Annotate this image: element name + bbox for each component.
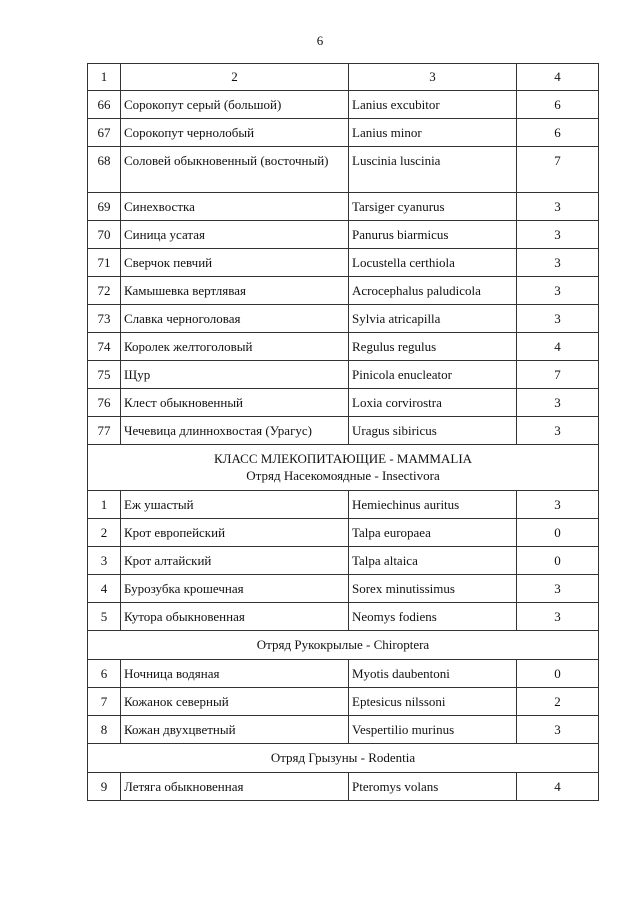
species-name-ru: Чечевица длиннохвостая (Урагус) (121, 417, 349, 445)
species-name-ru: Синехвостка (121, 193, 349, 221)
table-row (88, 716, 599, 744)
species-name-latin: Eptesicus nilssoni (349, 688, 517, 716)
table-row (88, 147, 599, 193)
species-name-ru: Сверчок певчий (121, 249, 349, 277)
species-name-ru: Соловей обыкновенный (восточный) (121, 147, 349, 193)
species-name-ru: Крот алтайский (121, 547, 349, 575)
species-name-latin: Vespertilio murinus (349, 716, 517, 744)
header-col-3: 3 (349, 64, 517, 91)
row-number: 67 (88, 119, 121, 147)
header-col-2: 2 (121, 64, 349, 91)
category: 3 (517, 491, 599, 519)
page-number: 6 (316, 33, 324, 48)
header-col-1: 1 (88, 64, 121, 91)
row-number: 2 (88, 519, 121, 547)
category: 6 (517, 119, 599, 147)
category: 3 (517, 277, 599, 305)
species-name-ru: Еж ушастый (121, 491, 349, 519)
species-name-latin: Acrocephalus paludicola (349, 277, 517, 305)
species-name-ru: Кутора обыкновенная (121, 603, 349, 631)
species-name-latin: Sorex minutissimus (349, 575, 517, 603)
species-name-ru: Бурозубка крошечная (121, 575, 349, 603)
species-name-ru: Крот европейский (121, 519, 349, 547)
table-row (88, 773, 599, 801)
row-number: 5 (88, 603, 121, 631)
section-chiroptera (88, 631, 599, 660)
section-mammalia-title: КЛАСС МЛЕКОПИТАЮЩИЕ - MAMMALIA (213, 451, 473, 466)
table-row (88, 547, 599, 575)
table-row (88, 688, 599, 716)
table-row (88, 417, 599, 445)
table-row (88, 305, 599, 333)
category: 3 (517, 193, 599, 221)
category: 2 (517, 688, 599, 716)
species-name-latin: Myotis daubentoni (349, 660, 517, 688)
category: 7 (517, 147, 599, 193)
species-name-latin: Regulus regulus (349, 333, 517, 361)
species-name-ru: Сорокопут чернолобый (121, 119, 349, 147)
species-name-ru: Камышевка вертлявая (121, 277, 349, 305)
species-name-ru: Ночница водяная (121, 660, 349, 688)
row-number: 9 (88, 773, 121, 801)
table-row (88, 249, 599, 277)
species-name-latin: Hemiechinus auritus (349, 491, 517, 519)
section-chiroptera-title: Отряд Рукокрылые - Chiroptera (256, 637, 430, 652)
species-name-latin: Luscinia luscinia (349, 147, 517, 193)
header-col-4: 4 (517, 64, 599, 91)
species-name-latin: Pinicola enucleator (349, 361, 517, 389)
species-name-ru: Королек желтоголовый (121, 333, 349, 361)
species-name-latin: Lanius minor (349, 119, 517, 147)
row-number: 4 (88, 575, 121, 603)
table-row (88, 277, 599, 305)
row-number: 3 (88, 547, 121, 575)
species-name-ru: Летяга обыкновенная (121, 773, 349, 801)
category: 3 (517, 716, 599, 744)
species-name-latin: Uragus sibiricus (349, 417, 517, 445)
table-header-row (88, 64, 599, 91)
species-name-ru: Клест обыкновенный (121, 389, 349, 417)
category: 3 (517, 249, 599, 277)
row-number: 66 (88, 91, 121, 119)
category: 0 (517, 519, 599, 547)
species-name-latin: Locustella certhiola (349, 249, 517, 277)
category: 3 (517, 221, 599, 249)
table-row (88, 361, 599, 389)
species-name-latin: Panurus biarmicus (349, 221, 517, 249)
species-name-latin: Loxia corvirostra (349, 389, 517, 417)
species-name-latin: Tarsiger cyanurus (349, 193, 517, 221)
row-number: 73 (88, 305, 121, 333)
species-name-latin: Neomys fodiens (349, 603, 517, 631)
category: 0 (517, 660, 599, 688)
row-number: 69 (88, 193, 121, 221)
table-row (88, 603, 599, 631)
species-name-latin: Lanius excubitor (349, 91, 517, 119)
table-row (88, 491, 599, 519)
species-name-ru: Славка черноголовая (121, 305, 349, 333)
row-number: 74 (88, 333, 121, 361)
species-table (87, 63, 599, 801)
table-row (88, 660, 599, 688)
species-name-latin: Talpa europaea (349, 519, 517, 547)
table-row (88, 519, 599, 547)
category: 3 (517, 603, 599, 631)
species-name-ru: Сорокопут серый (большой) (121, 91, 349, 119)
table-row (88, 575, 599, 603)
row-number: 70 (88, 221, 121, 249)
section-rodentia (88, 744, 599, 773)
row-number: 76 (88, 389, 121, 417)
section-mammalia-subtitle: Отряд Насекомоядные - Insectivora (246, 468, 440, 483)
table-row (88, 389, 599, 417)
row-number: 75 (88, 361, 121, 389)
species-name-latin: Talpa altaica (349, 547, 517, 575)
table-row (88, 221, 599, 249)
row-number: 68 (88, 147, 121, 193)
row-number: 71 (88, 249, 121, 277)
section-rodentia-title: Отряд Грызуны - Rodentia (270, 750, 416, 765)
row-number: 6 (88, 660, 121, 688)
species-name-latin: Pteromys volans (349, 773, 517, 801)
category: 4 (517, 773, 599, 801)
table-row (88, 91, 599, 119)
category: 4 (517, 333, 599, 361)
row-number: 8 (88, 716, 121, 744)
category: 7 (517, 361, 599, 389)
table-row (88, 193, 599, 221)
table-row (88, 119, 599, 147)
table-row (88, 333, 599, 361)
row-number: 7 (88, 688, 121, 716)
category: 3 (517, 575, 599, 603)
section-mammalia (88, 445, 599, 491)
species-name-ru: Щур (121, 361, 349, 389)
category: 3 (517, 417, 599, 445)
category: 3 (517, 389, 599, 417)
category: 6 (517, 91, 599, 119)
row-number: 77 (88, 417, 121, 445)
row-number: 72 (88, 277, 121, 305)
species-name-ru: Кожан двухцветный (121, 716, 349, 744)
row-number: 1 (88, 491, 121, 519)
category: 3 (517, 305, 599, 333)
category: 0 (517, 547, 599, 575)
species-name-ru: Синица усатая (121, 221, 349, 249)
species-name-latin: Sylvia atricapilla (349, 305, 517, 333)
species-name-ru: Кожанок северный (121, 688, 349, 716)
